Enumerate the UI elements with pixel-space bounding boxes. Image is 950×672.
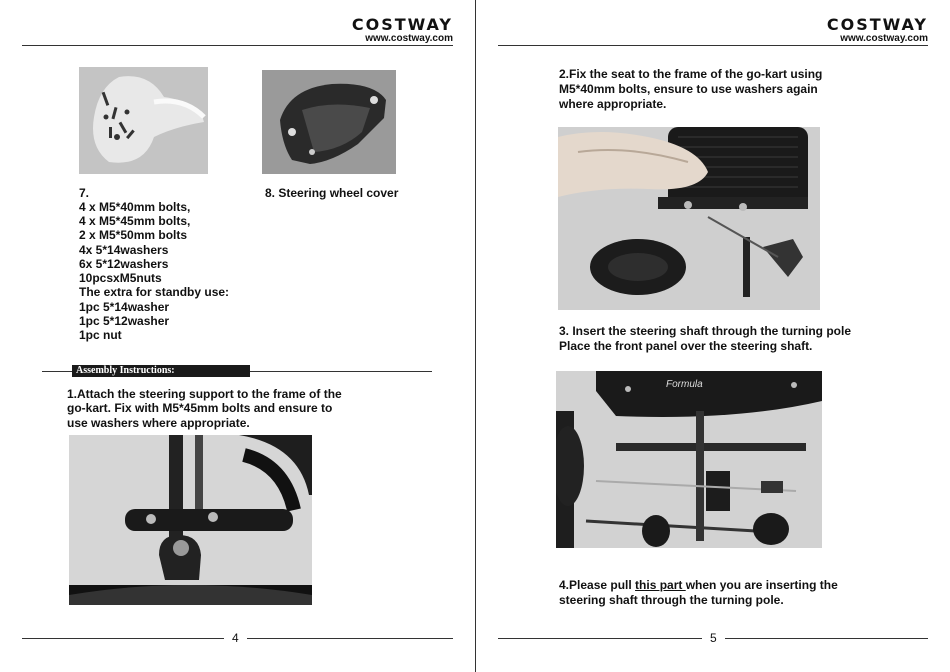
parts-line: 1pc 5*14washer [79, 300, 170, 314]
step-3-text: 3. Insert the steering shaft through the turning pole [559, 324, 852, 338]
step-3-text: Place the front panel over the steering shaft. [559, 339, 813, 353]
costway-logo: COSTWAY [351, 15, 453, 34]
parts-line: The extra for standby use: [79, 285, 230, 299]
step-2-text: M5*40mm bolts, ensure to use washers again [559, 82, 818, 96]
item-8-label: 8. Steering wheel cover [265, 186, 399, 200]
header-rule [498, 45, 928, 46]
item-7-label: 7. [79, 186, 90, 200]
website-url: www.costway.com [365, 33, 453, 44]
parts-line: 6x 5*12washers [79, 257, 169, 271]
right-page [476, 0, 950, 672]
parts-line: 4x 5*14washers [79, 243, 169, 257]
parts-line: 2 x M5*50mm bolts [79, 228, 188, 242]
step-1-text: 1.Attach the steering support to the frame of the [67, 387, 342, 401]
step-2-text: 2.Fix the seat to the frame of the go-kart using [559, 67, 823, 81]
step-3-photo [556, 371, 822, 548]
website-url: www.costway.com [840, 33, 928, 44]
assembly-header-text: Assembly Instructions: [76, 365, 175, 376]
step-2-photo [558, 127, 820, 310]
assembly-instructions-header [72, 365, 250, 377]
formula-panel-text: Formula [666, 379, 703, 390]
step-1-text: use washers where appropriate. [67, 416, 250, 430]
step-2-text: where appropriate. [559, 97, 667, 111]
step-1-photo [69, 435, 312, 605]
hardware-bag-photo [79, 67, 208, 174]
page-number: 4 [224, 631, 247, 645]
step-4-suffix: when you are inserting the [685, 578, 838, 592]
step-4-text-line2: steering shaft through the turning pole. [559, 593, 784, 607]
step-4-prefix: 4.Please pull [559, 578, 636, 592]
this-part-highlight: this part [635, 578, 686, 592]
brand-header [352, 16, 453, 45]
parts-line: 4 x M5*45mm bolts, [79, 214, 191, 228]
brand-header [827, 16, 928, 45]
parts-line: 1pc 5*12washer [79, 314, 170, 328]
parts-line: 4 x M5*40mm bolts, [79, 200, 191, 214]
step-4-text [559, 578, 838, 592]
costway-logo: COSTWAY [826, 15, 928, 34]
page-number: 5 [702, 631, 725, 645]
parts-line: 1pc nut [79, 328, 122, 342]
step-1-text: go-kart. Fix with M5*45mm bolts and ensure to [67, 401, 333, 415]
header-rule [22, 45, 453, 46]
steering-wheel-cover-photo [262, 70, 396, 174]
parts-line: 10pcsxM5nuts [79, 271, 162, 285]
